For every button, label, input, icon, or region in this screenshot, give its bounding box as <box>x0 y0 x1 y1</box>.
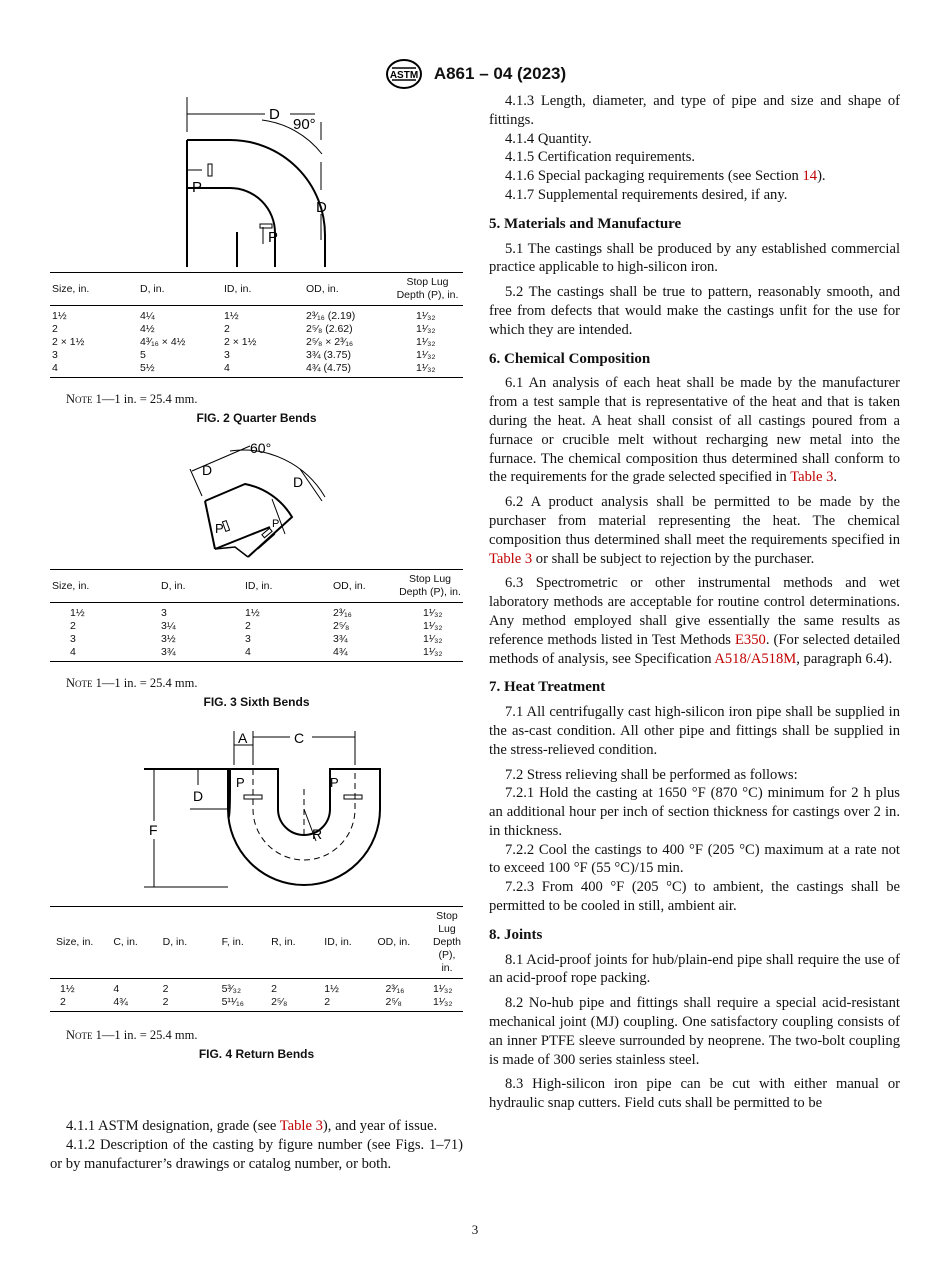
fig3-table <box>50 569 463 662</box>
fig3-col-d: D, in. <box>159 570 243 603</box>
para-7-2-1: 7.2.1 Hold the casting at 1650 °F (870 °C) minimum for 2 h plus an additional hour per inch of section thickness for castings over 2 in. in thickness. <box>489 785 900 839</box>
fig3-diagram <box>50 439 463 564</box>
para-8-3: 8.3 High-silicon iron pipe can be cut with either manual or hydraulic snap cutters. Field cuts shall be permitted to be <box>489 1076 900 1112</box>
fig2-label-p-left: P <box>192 179 203 196</box>
table3-link[interactable]: Table 3 <box>279 1118 323 1134</box>
fig4-label-r: R <box>312 826 323 842</box>
fig4-label-d: D <box>193 788 204 804</box>
fig4-col-c: C, in. <box>111 907 160 979</box>
fig3-label-d-side: D <box>293 474 304 490</box>
fig4-col-od: OD, in. <box>376 907 431 979</box>
para-7-1: 7.1 All centrifugally cast high-silicon iron pipe shall be supplied in the as-cast condition. All other pipe and fittings shall be supplied in the stress-relieved condition. <box>489 704 900 758</box>
left-column <box>50 92 463 1173</box>
table-row: 1½ 4¼ 1½ 2³⁄₁₆ (2.19) 1¹⁄₃₂ <box>52 310 436 322</box>
para-7-2: 7.2 Stress relieving shall be performed as follows: <box>505 766 798 783</box>
fig2-col-size: Size, in. <box>50 273 138 306</box>
table-row: 4 3¾ 4 4¾ 1¹⁄₃₂ <box>50 646 463 662</box>
table3-link[interactable]: Table 3 <box>489 550 533 567</box>
table-row: 2 3¼ 2 2⁵⁄₈ 1¹⁄₃₂ <box>70 620 443 632</box>
astm-logo-text: ASTM <box>389 70 418 81</box>
para-5-2: 5.2 The castings shall be true to pattern, reasonably smooth, and free from defects that would make the castings unfit for the use for which they are intended. <box>489 284 900 338</box>
table-row: 2 4½ 2 2⁵⁄₈ (2.62) 1¹⁄₃₂ <box>52 323 436 335</box>
fig4-label-p-left: P <box>236 775 245 790</box>
para-5-1: 5.1 The castings shall be produced by any established commercial practice applicable to high-silicon iron. <box>489 240 900 276</box>
fig3-label-p-right: P <box>272 518 280 530</box>
fig3-label-d-top: D <box>202 462 213 478</box>
section14-link[interactable]: 14 <box>802 168 818 185</box>
fig2-diagram <box>50 92 463 267</box>
fig2-caption: FIG. 2 Quarter Bends <box>196 411 317 425</box>
table-row: 3 5 3 3¾ (3.75) 1¹⁄₃₂ <box>52 349 436 361</box>
fig3-col-od: OD, in. <box>331 570 397 603</box>
para-6-2: 6.2 A product analysis shall be permitted to be made by the purchaser from material representing the heat. The chemical composition thus determined shall meet the requirements specified in Table 3 or shall be subject to rejection by the purchaser. <box>489 494 900 567</box>
section-5-heading: 5. Materials and Manufacture <box>489 215 682 232</box>
fig4-col-r: R, in. <box>269 907 322 979</box>
page-header <box>0 58 950 90</box>
designation: A861 – 04 (2023) <box>433 64 567 83</box>
fig2-label-d-top: D <box>269 106 280 123</box>
para-4-1-2: 4.1.2 Description of the casting by figure number (see Figs. 1–71) or by manufacturer’s drawings or catalog number, or both. <box>50 1136 463 1172</box>
table-row: 2 4¾ 2 5¹¹⁄₁₆ 2⁵⁄₈ 2 2⁵⁄₈ 1¹⁄₃₂ <box>50 996 463 1012</box>
table-row: 2 × 1½ 4³⁄₁₆ × 4½ 2 × 1½ 2⁵⁄₈ × 2³⁄₁₆ 1¹⁄₃₂ <box>52 336 436 348</box>
a518-link[interactable]: A518/A518M <box>714 650 797 667</box>
fig2-table <box>50 272 463 378</box>
para-4-1-3: 4.1.3 Length, diameter, and type of pipe and size and shape of fittings. <box>489 93 900 128</box>
para-6-3: 6.3 Spectrometric or other instrumental methods and wet laboratory methods are acceptable for routine control determinations. Any method employed shall give essentially the same results as reference methods listed in Test Methods E350. (For selected detailed methods of analysis, see Specification A518/A518M, paragraph 6.4). <box>489 575 900 667</box>
para-4-1-7: 4.1.7 Supplemental requirements desired, if any. <box>505 186 788 203</box>
fig2-col-d: D, in. <box>138 273 222 306</box>
para-8-2: 8.2 No-hub pipe and fittings shall require a special acid-resistant mechanical joint (MJ) coupling. One satisfactory coupling consists of an inner PTFE sleeve surrounded by neoprene. The two-bolt coupling is made of 300 series stainless steel. <box>489 995 900 1068</box>
fig3-col-stoplug: Stop Lug Depth (P), in. <box>397 570 463 603</box>
table-row: 1½ 3 1½ 2³⁄₁₆ 1¹⁄₃₂ <box>70 607 443 619</box>
para-4-1-1: 4.1.1 ASTM designation, grade (see Table 3), and year of issue. <box>66 1118 438 1134</box>
fig3-col-id: ID, in. <box>243 570 331 603</box>
fig4-label-p-right: P <box>330 775 339 790</box>
fig3-note: Note 1—1 in. = 25.4 mm. <box>66 676 198 690</box>
table-row: 3 3½ 3 3¾ 1¹⁄₃₂ <box>70 633 443 645</box>
fig3-caption: FIG. 3 Sixth Bends <box>203 695 310 709</box>
para-7-2-3: 7.2.3 From 400 °F (205 °C) to ambient, the castings shall be permitted to be cooled in still, ambient air. <box>489 879 900 915</box>
right-column <box>489 92 900 1113</box>
fig4-table <box>50 906 463 1012</box>
e350-link[interactable]: E350 <box>735 631 766 648</box>
para-4-1-4: 4.1.4 Quantity. <box>505 130 592 147</box>
fig4-note: Note 1—1 in. = 25.4 mm. <box>66 1028 198 1042</box>
fig4-col-stoplug: Stop Lug Depth (P), in. <box>431 907 463 979</box>
fig2-col-stoplug: Stop Lug Depth (P), in. <box>392 273 463 306</box>
fig3-col-size: Size, in. <box>50 570 159 603</box>
fig4-col-id: ID, in. <box>322 907 375 979</box>
fig4-diagram <box>50 729 463 901</box>
fig2-col-id: ID, in. <box>222 273 304 306</box>
fig2-note: Note 1—1 in. = 25.4 mm. <box>66 392 198 406</box>
fig4-col-d: D, in. <box>161 907 220 979</box>
para-8-1: 8.1 Acid-proof joints for hub/plain-end pipe shall require the use of an acid-proof rope packing. <box>489 951 900 987</box>
fig4-col-f: F, in. <box>220 907 269 979</box>
fig3-label-angle: 60° <box>250 440 272 456</box>
astm-logo-icon <box>384 58 424 90</box>
fig4-label-c: C <box>294 730 305 746</box>
table3-link[interactable]: Table 3 <box>790 469 834 486</box>
fig2-col-od: OD, in. <box>304 273 392 306</box>
fig4-label-f: F <box>149 822 158 838</box>
table-row: 4 5½ 4 4¾ (4.75) 1¹⁄₃₂ <box>50 362 463 378</box>
para-4-1-5: 4.1.5 Certification requirements. <box>505 149 696 166</box>
para-4-1-6: 4.1.6 Special packaging requirements (see Section 14). <box>505 168 826 185</box>
fig2-label-angle: 90° <box>293 116 316 133</box>
table-row: 1½ 4 2 5³⁄₃₂ 2 1½ 2³⁄₁₆ 1¹⁄₃₂ <box>60 983 453 995</box>
section-6-heading: 6. Chemical Composition <box>489 350 651 367</box>
fig2-label-d-side: D <box>316 199 327 216</box>
fig2-label-p-bottom: P <box>268 229 279 246</box>
fig4-caption: FIG. 4 Return Bends <box>198 1047 315 1061</box>
fig4-label-a: A <box>238 730 248 746</box>
fig4-col-size: Size, in. <box>50 907 111 979</box>
para-6-1: 6.1 An analysis of each heat shall be made by the manufacturer from a test sample that is representative of the heat and that is taken during the heat. A heat shall consist of all castings poured from a furnace or crucible melt without recharging new metal into the furnace. The chemical composition thus determined shall conform to the requirements for the grade selected specified in Table 3. <box>489 375 900 486</box>
section-8-heading: 8. Joints <box>489 926 543 943</box>
page-number: 3 <box>471 1222 479 1237</box>
fig3-label-p-left: P <box>215 521 224 536</box>
left-body-text <box>50 1117 463 1173</box>
para-7-2-2: 7.2.2 Cool the castings to 400 °F (205 °C) maximum at a rate not to exceed 100 °F (55 °C)/15 min. <box>489 841 900 877</box>
section-7-heading: 7. Heat Treatment <box>489 679 606 696</box>
